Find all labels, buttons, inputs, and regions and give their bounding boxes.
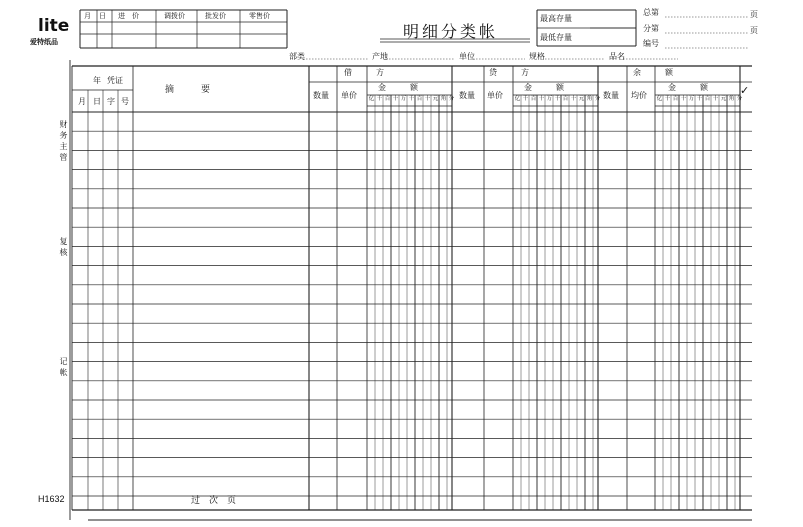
- digit-label: 百: [672, 96, 679, 102]
- digit-label: 万: [400, 96, 407, 102]
- day-label: 日: [93, 97, 101, 106]
- balance-label: 余 额: [633, 68, 673, 77]
- digit-label: 分: [736, 96, 743, 102]
- digit-label: 角: [728, 96, 735, 102]
- digit-label: 十: [570, 96, 577, 102]
- digit-label: 元: [578, 96, 585, 102]
- year-label: 年: [93, 76, 101, 85]
- dept-label: 部类: [289, 52, 305, 61]
- price-header-month: 月: [84, 12, 91, 20]
- digit-label: 元: [720, 96, 727, 102]
- digit-label: 千: [664, 96, 671, 102]
- no-label: 号: [121, 97, 129, 106]
- digit-label: 亿: [514, 96, 521, 102]
- debit-amount-label: 金 额: [378, 83, 418, 92]
- voucher-label: 凭证: [107, 76, 123, 85]
- brand-logo: lite: [38, 16, 70, 36]
- form-code: H1632: [38, 494, 65, 504]
- sub-page-suffix: 页: [750, 26, 758, 35]
- price-header-purchase: 进 价: [118, 12, 139, 20]
- digit-label: 千: [554, 96, 561, 102]
- number-label: 编号: [643, 39, 659, 48]
- min-stock-label: 最低存量: [540, 33, 572, 42]
- digit-label: 千: [522, 96, 529, 102]
- check-mark: ✓: [740, 84, 750, 97]
- digit-label: 十: [712, 96, 719, 102]
- digit-label: 百: [530, 96, 537, 102]
- debit-price-label: 单价: [341, 91, 357, 100]
- carry-forward-label: 过 次 页: [191, 496, 237, 506]
- digit-label: 百: [384, 96, 391, 102]
- unit-label: 单位: [459, 52, 475, 61]
- spec-label: 规格: [529, 52, 545, 61]
- page-title: 明细分类帐: [403, 22, 499, 41]
- balance-amount-label: 金 额: [668, 83, 708, 92]
- side-bookkeeper: 记帐: [59, 357, 68, 379]
- digit-label: 万: [546, 96, 553, 102]
- digit-label: 十: [424, 96, 431, 102]
- credit-qty-label: 数量: [459, 91, 475, 100]
- brand-subtitle: 爱特纸品: [30, 37, 58, 46]
- balance-qty-label: 数量: [603, 91, 619, 100]
- digit-label: 万: [688, 96, 695, 102]
- credit-amount-label: 金 额: [524, 83, 564, 92]
- summary-label: 摘 要: [165, 85, 211, 95]
- digit-label: 十: [538, 96, 545, 102]
- month-label: 月: [78, 97, 86, 106]
- name-label: 品名: [609, 52, 625, 61]
- debit-label: 借 方: [344, 68, 384, 77]
- digit-label: 元: [432, 96, 439, 102]
- credit-label: 贷 方: [489, 68, 529, 77]
- balance-avg-price-label: 均价: [631, 91, 647, 100]
- max-stock-label: 最高存量: [540, 14, 572, 23]
- price-header-day: 日: [99, 12, 106, 20]
- digit-label: 百: [704, 96, 711, 102]
- digit-label: 分: [448, 96, 455, 102]
- digit-label: 千: [376, 96, 383, 102]
- digit-label: 分: [594, 96, 601, 102]
- price-header-wholesale: 批发价: [205, 12, 226, 20]
- credit-price-label: 单价: [487, 91, 503, 100]
- digit-label: 千: [408, 96, 415, 102]
- total-page-label: 总第: [643, 8, 659, 17]
- sub-page-label: 分第: [643, 24, 659, 33]
- origin-label: 产地: [372, 52, 388, 61]
- digit-label: 十: [392, 96, 399, 102]
- digit-label: 十: [680, 96, 687, 102]
- side-finance-manager: 财务主管: [59, 120, 68, 164]
- price-header-retail: 零售价: [249, 12, 270, 20]
- digit-label: 角: [586, 96, 593, 102]
- digit-label: 百: [416, 96, 423, 102]
- side-review: 复核: [59, 237, 68, 259]
- digit-label: 千: [696, 96, 703, 102]
- price-header-transfer: 调拨价: [164, 12, 185, 20]
- total-page-suffix: 页: [750, 10, 758, 19]
- digit-label: 角: [440, 96, 447, 102]
- digit-label: 百: [562, 96, 569, 102]
- digit-label: 亿: [656, 96, 663, 102]
- debit-qty-label: 数量: [313, 91, 329, 100]
- word-label: 字: [107, 97, 115, 106]
- digit-label: 亿: [368, 96, 375, 102]
